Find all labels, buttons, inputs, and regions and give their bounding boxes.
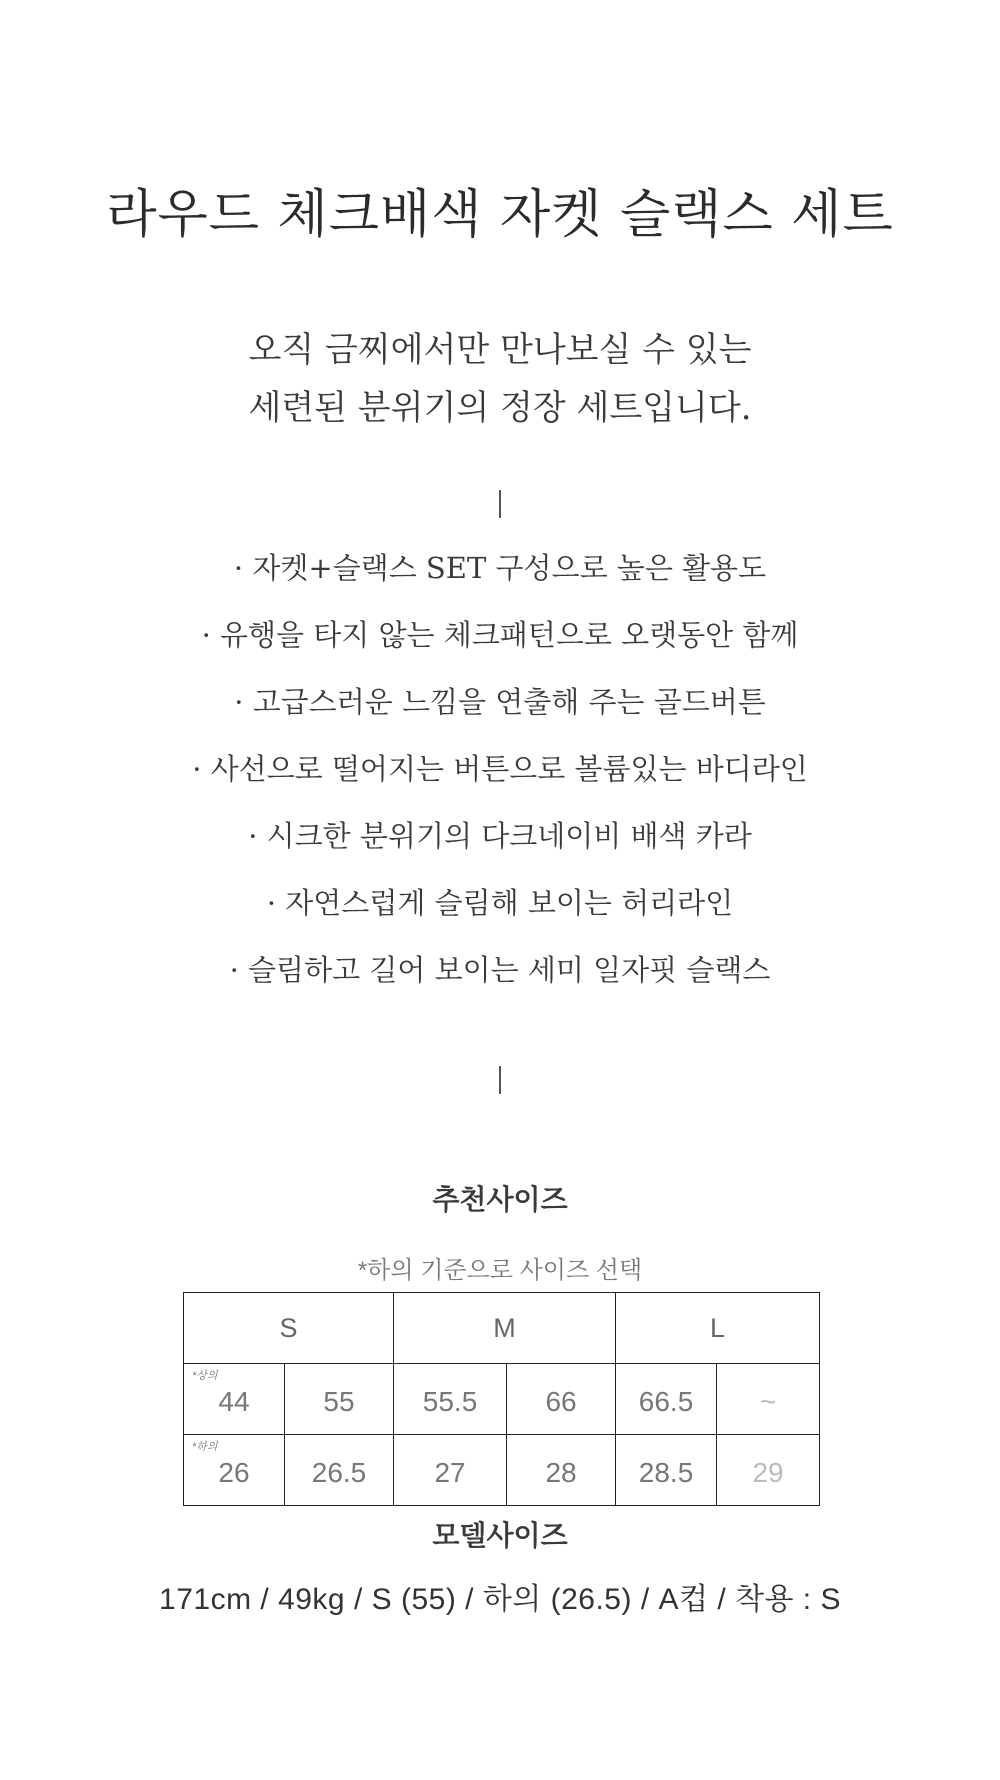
size-header-row: [184, 1293, 820, 1364]
bottom-size-cell: 26.5: [285, 1435, 394, 1506]
top-size-cell: 55.5: [394, 1364, 507, 1435]
feature-item: · 고급스러운 느낌을 연출해 주는 골드버튼: [234, 685, 766, 719]
feature-list: [0, 548, 1000, 1017]
top-size-value: 44: [218, 1386, 250, 1417]
bottom-tag: *하의: [192, 1441, 218, 1453]
bottom-size-value: 26: [218, 1457, 250, 1488]
feature-item: · 사선으로 떨어지는 버튼으로 볼륨있는 바디라인: [192, 752, 808, 786]
top-size-row: [184, 1364, 820, 1435]
bottom-size-row: [184, 1435, 820, 1506]
size-header-m: M: [394, 1293, 616, 1364]
feature-item: · 자연스럽게 슬림해 보이는 허리라인: [266, 886, 734, 920]
recommended-size-title: 추천사이즈: [432, 1184, 568, 1215]
feature-item: · 유행을 타지 않는 체크패턴으로 오랫동안 함께: [201, 618, 799, 652]
bottom-size-cell: 28.5: [616, 1435, 717, 1506]
bottom-size-cell: [184, 1435, 285, 1506]
size-table: [183, 1292, 820, 1506]
feature-item: · 시크한 분위기의 다크네이비 배색 카라: [248, 819, 752, 853]
divider-line: [499, 490, 501, 518]
size-header-s: S: [184, 1293, 394, 1364]
bottom-size-cell: 29: [717, 1435, 820, 1506]
feature-item: · 자켓+슬랙스 SET 구성으로 높은 활용도: [233, 551, 767, 585]
size-header-l: L: [616, 1293, 820, 1364]
top-size-cell: ~: [717, 1364, 820, 1435]
recommended-size-note: *하의 기준으로 사이즈 선택: [357, 1257, 643, 1284]
top-size-cell: 55: [285, 1364, 394, 1435]
top-size-cell: [184, 1364, 285, 1435]
bottom-size-cell: 28: [507, 1435, 616, 1506]
top-tag: *상의: [192, 1370, 218, 1382]
product-title: 라우드 체크배색 자켓 슬랙스 세트: [106, 185, 894, 245]
intro-line-1: 오직 금찌에서만 만나보실 수 있는: [248, 330, 752, 370]
intro-line-2: 세련된 분위기의 정장 세트입니다.: [248, 388, 752, 428]
top-size-cell: 66: [507, 1364, 616, 1435]
top-size-cell: 66.5: [616, 1364, 717, 1435]
divider-line: [499, 1066, 501, 1094]
model-size-info: 171cm / 49kg / S (55) / 하의 (26.5) / A컵 / 착용 : S: [159, 1583, 841, 1616]
bottom-size-cell: 27: [394, 1435, 507, 1506]
model-size-title: 모델사이즈: [432, 1520, 568, 1551]
feature-item: · 슬림하고 길어 보이는 세미 일자핏 슬랙스: [229, 953, 771, 987]
